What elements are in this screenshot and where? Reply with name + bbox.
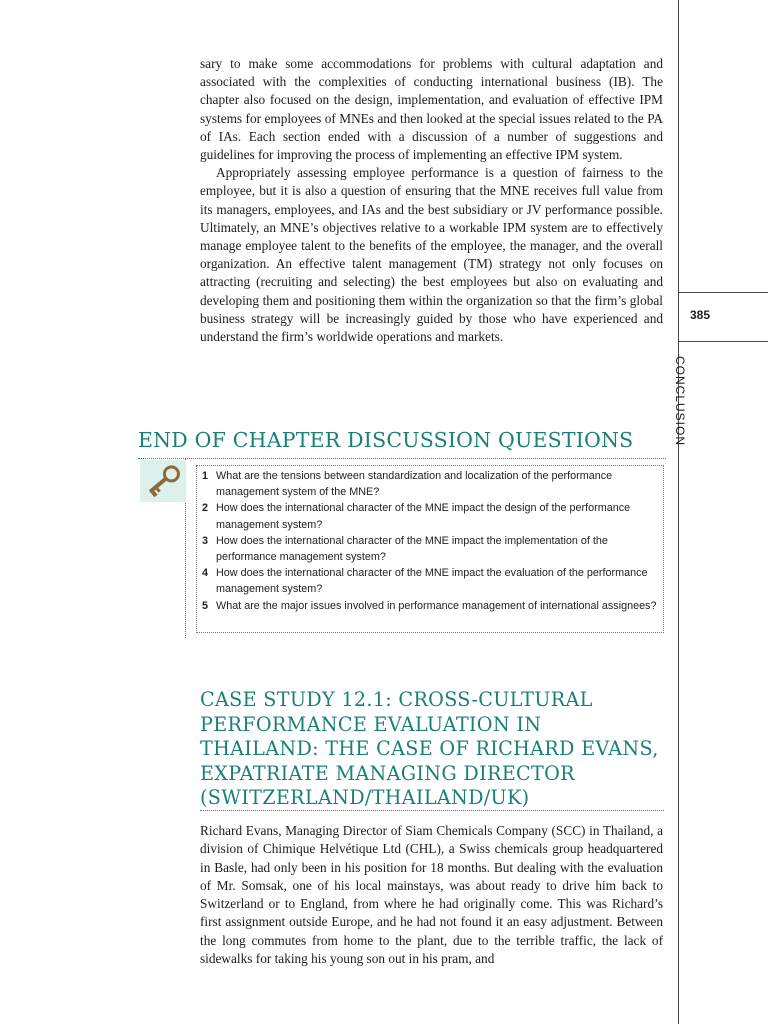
margin-rule	[678, 0, 679, 1024]
case-title-line: EXPATRIATE MANAGING DIRECTOR	[200, 761, 575, 785]
question-item	[202, 533, 658, 565]
question-text: What are the tensions between standardization and localization of the performance management system of the MNE?	[216, 470, 613, 499]
case-study-title	[200, 688, 670, 811]
question-text: How does the international character of the MNE impact the design of the performance management system?	[216, 502, 631, 531]
case-title-line: (SWITZERLAND/THAILAND/UK)	[200, 786, 530, 809]
case-title-line: THAILAND: THE CASE OF RICHARD EVANS,	[200, 737, 659, 760]
intro-paragraph-2: Appropriately assessing employee performance is a question of fairness to the employee, but it is also a question of ensuring that the MNE receives full value from its managers, employees, and IAs and the best subsidiary or JV performance possible. Ultimately, an MNE’s objectives relative to a workable IPM system are to effectively manage employee talent to the benefits of the employee, the manager, and the overall organization. An effective talent management (TM) strategy not only focuses on attracting (recruiting and selecting) the best employees but also on evaluating and developing them and positioning them within the organization so that the firm’s global business strategy will be increasingly guided by those who have experienced and understand the firm’s worldwide operations and markets.	[200, 165, 663, 345]
question-number: 1	[202, 470, 209, 482]
question-number: 3	[202, 534, 209, 547]
intro-body	[200, 55, 663, 346]
intro-paragraph-1: sary to make some accommodations for problems with cultural adaptation and associated with the complexities of conducting international business (IB). The chapter also focused on the design, implementation, and evaluation of effective IPM systems for employees of MNEs and then looked at the special issues related to the PA of IAs. Each section ended with a discussion of a number of suggestions and guidelines for improving the process of implementing an effective IPM system.	[200, 56, 663, 163]
question-number: 4	[202, 567, 209, 580]
running-head-text: CONCLUSION	[673, 356, 687, 447]
question-item	[202, 565, 658, 597]
case-study-body	[200, 822, 663, 968]
question-number: 2	[202, 502, 209, 515]
case-paragraph: Richard Evans, Managing Director of Siam Chemicals Company (SCC) in Thailand, a division of Chimique Helvétique Ltd (CHL), a Swiss chemicals group headquartered in Basle, had only been in his position for 18 months. But dealing with the evaluation of Mr. Somsak, one of his local mainstays, was about ready to drive him back to Switzerland or to England, from where he had originally come. This was Richard’s first assignment outside Europe, and he had not found it an easy adjustment. Between the long commutes from home to the plant, due to the terrible traffic, the lack of sidewalks for taking his young son out in his pram, and	[200, 823, 663, 967]
question-item	[202, 598, 658, 614]
question-number: 5	[202, 599, 209, 612]
question-item	[202, 500, 658, 532]
discussion-heading-rule	[138, 458, 666, 459]
question-text: How does the international character of the MNE impact the evaluation of the performance management system?	[216, 567, 648, 596]
question-text: How does the international character of the MNE impact the implementation of the performance management system?	[216, 534, 608, 564]
running-head	[673, 356, 704, 456]
page-number: 385	[690, 308, 711, 322]
case-title-rule	[200, 810, 664, 811]
discussion-heading: END OF CHAPTER DISCUSSION QUESTIONS	[138, 428, 634, 452]
discussion-questions	[202, 468, 658, 614]
key-icon	[140, 458, 186, 504]
case-title-line: PERFORMANCE EVALUATION IN	[200, 712, 542, 736]
case-title-line: CASE STUDY 12.1: CROSS-CULTURAL	[200, 688, 593, 711]
question-text: What are the major issues involved in performance management of international assignees?	[216, 599, 657, 612]
question-item	[202, 468, 658, 500]
